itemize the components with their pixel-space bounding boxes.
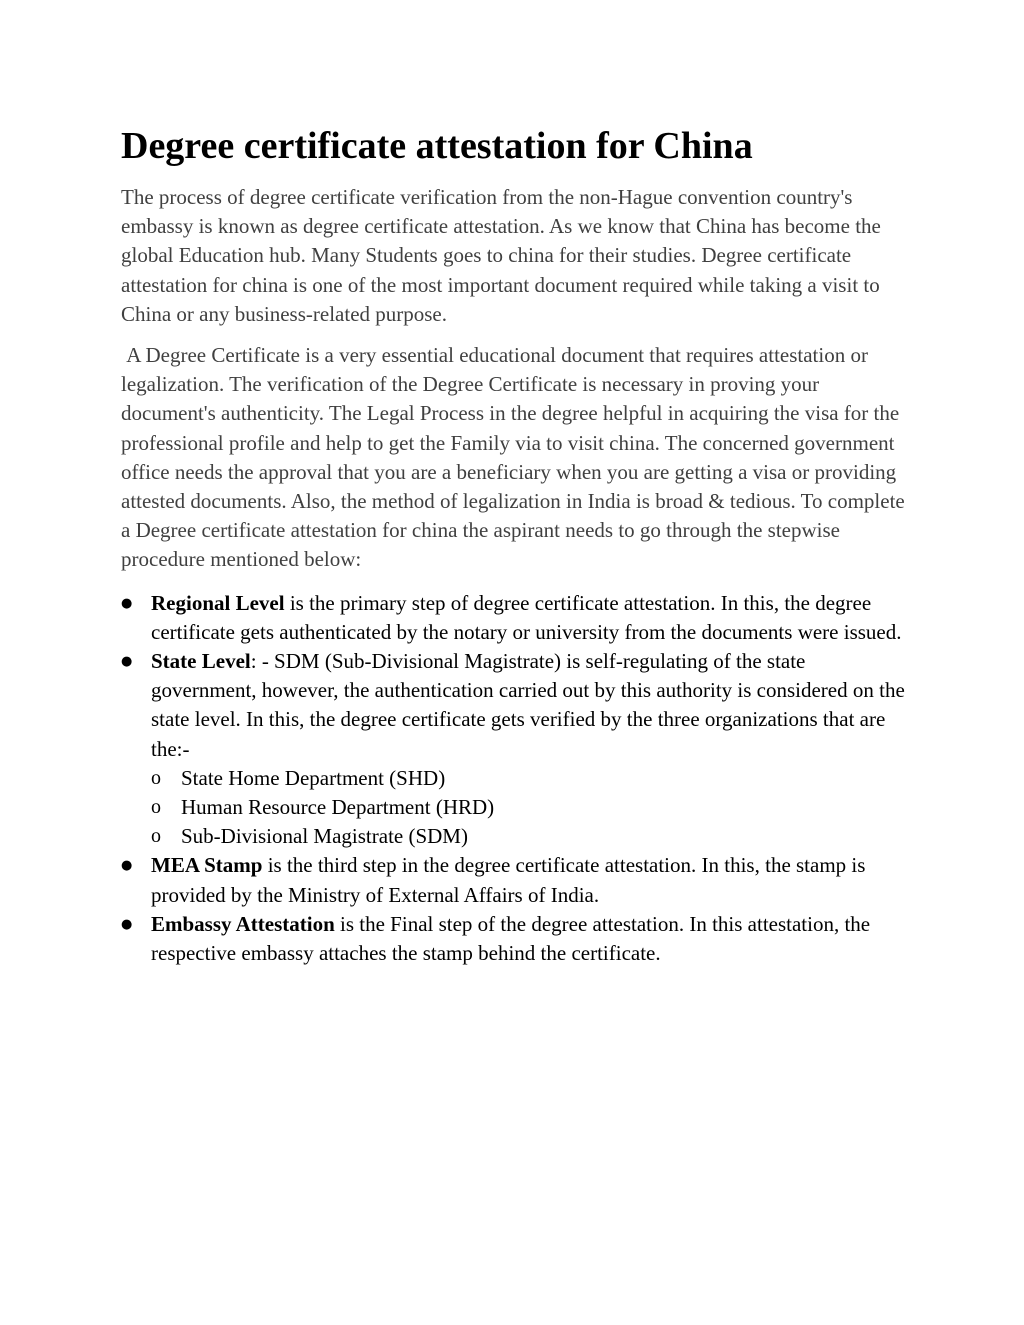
sublist-item-text: State Home Department (SHD) — [181, 765, 446, 790]
step-text: : - SDM (Sub-Divisional Magistrate) is self-regulating of the state government, however, the authentication carried out by this authority is considered on the state level. In this, the degree certificate gets verified by the three organizations that are the:- — [151, 649, 905, 761]
bullet-icon: ● — [121, 858, 133, 874]
sublist-item — [151, 764, 911, 793]
description-paragraph: A Degree Certificate is a very essential educational document that requires attestation or legalization. The verification of the Degree Certificate is necessary in proving your document's authenticity. The Legal Process in the degree helpful in acquiring the visa for the professional profile and help to get the Family via to visit china. The concerned government office needs the approval that you are a beneficiary when you are getting a visa or providing attested documents. Also, the method of legalization in India is broad & tedious. To complete a Degree certificate attestation for china the aspirant needs to go through the stepwise procedure mentioned below: — [121, 343, 905, 572]
bullet-icon: ● — [121, 595, 133, 611]
document-page — [121, 124, 911, 968]
sub-bullet-icon: o — [151, 825, 161, 848]
step-text: is the Final step of the degree attestation. In this attestation, the respective embassy attaches the stamp behind the certificate. — [151, 911, 871, 966]
step-title: MEA Stamp — [151, 853, 263, 878]
sub-bullet-icon: o — [151, 766, 161, 789]
intro-paragraph: The process of degree certificate verification from the non-Hague convention country's embassy is known as degree certificate attestation. As we know that China has become the global Education hub. Many Students goes to china for their studies. Degree certificate attestation for china is one of the most important document required while taking a visit to China or any business-related purpose. — [121, 185, 881, 326]
step-text: is the primary step of degree certificate attestation. In this, the degree certificate gets authenticated by the notary or university from the documents were issued. — [151, 590, 902, 644]
sublist-item-text: Human Resource Department (HRD) — [181, 795, 495, 820]
list-item-embassy-attestation — [121, 910, 911, 968]
sublist-item — [151, 793, 911, 822]
list-item-regional-level — [121, 589, 911, 647]
organizations-sublist — [151, 764, 911, 852]
sublist-item-text: Sub-Divisional Magistrate (SDM) — [181, 824, 468, 849]
sublist-item — [151, 822, 911, 851]
sub-bullet-icon: o — [151, 796, 161, 819]
document-title: Degree certificate attestation for China — [121, 125, 753, 167]
steps-list — [121, 589, 911, 969]
list-item-mea-stamp — [121, 851, 911, 909]
step-title: State Level — [151, 649, 251, 674]
step-title: Regional Level — [151, 590, 285, 615]
step-text: is the third step in the degree certificate attestation. In this, the stamp is provided by the Ministry of External Affairs of India. — [151, 853, 866, 907]
bullet-icon: ● — [121, 654, 133, 670]
step-title: Embassy Attestation — [151, 911, 335, 936]
list-item-state-level — [121, 647, 911, 851]
bullet-icon: ● — [121, 916, 133, 932]
